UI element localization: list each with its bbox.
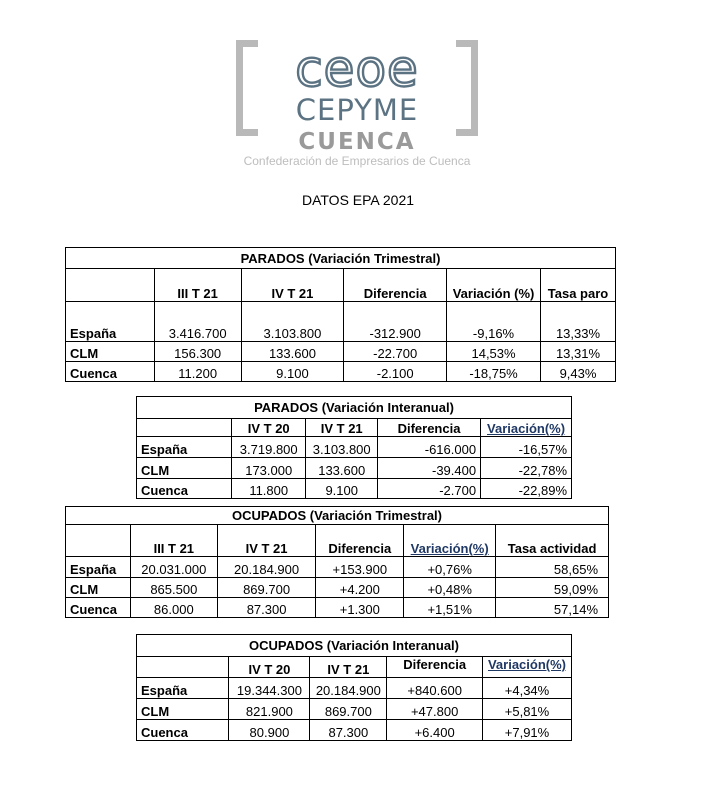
- row-label: Cuenca: [66, 362, 155, 382]
- table-cell: 13,31%: [541, 342, 616, 362]
- parados-trimestral-table: [65, 247, 616, 382]
- table-cell: -39.400: [377, 458, 480, 479]
- variacion-header-text: Variación(%): [410, 541, 489, 556]
- table-row: [137, 458, 572, 479]
- header-empty-cell: [137, 419, 232, 437]
- table-cell: 20.184.900: [217, 557, 316, 578]
- table-cell: +5,81%: [482, 699, 571, 720]
- table-cell: 3.103.800: [241, 302, 344, 342]
- table-cell: +0,48%: [404, 578, 496, 598]
- table-row: [137, 678, 572, 699]
- header-empty-cell: [137, 657, 229, 678]
- table-cell: 19.344.300: [229, 678, 310, 699]
- column-header: [482, 657, 571, 678]
- column-header: Diferencia: [387, 657, 483, 678]
- table-cell: -16,57%: [481, 437, 572, 458]
- row-label: España: [66, 557, 131, 578]
- table-cell: 11.800: [231, 479, 306, 499]
- column-header: Diferencia: [344, 269, 447, 302]
- ocupados-trimestral-table: [65, 506, 609, 618]
- table-caption: PARADOS (Variación Trimestral): [66, 248, 616, 269]
- column-header: Diferencia: [316, 525, 404, 557]
- table-cell: 133.600: [241, 342, 344, 362]
- table-cell: +153.900: [316, 557, 404, 578]
- header-empty-cell: [66, 269, 155, 302]
- table-row: [66, 557, 609, 578]
- table-cell: -22,78%: [481, 458, 572, 479]
- column-header: [481, 419, 572, 437]
- table-cell: 58,65%: [496, 557, 609, 578]
- table-cell: -9,16%: [447, 302, 541, 342]
- table-cell: 869.700: [217, 578, 316, 598]
- table-cell: 87.300: [310, 720, 387, 741]
- table-row: [66, 598, 609, 618]
- parados-interanual-table: [136, 396, 572, 499]
- ocupados-interanual-table: [136, 634, 572, 741]
- header-empty-cell: [66, 525, 131, 557]
- table-caption: PARADOS (Variación Interanual): [137, 397, 572, 419]
- column-header: Diferencia: [377, 419, 480, 437]
- table-cell: 11.200: [154, 362, 241, 382]
- table-row: [137, 437, 572, 458]
- table-cell: 59,09%: [496, 578, 609, 598]
- table-row: [66, 362, 616, 382]
- column-header: Tasa actividad: [496, 525, 609, 557]
- table-cell: 14,53%: [447, 342, 541, 362]
- column-header: IV T 21: [241, 269, 344, 302]
- table-cell: -616.000: [377, 437, 480, 458]
- table-cell: 133.600: [306, 458, 377, 479]
- table-row: [137, 699, 572, 720]
- table-cell: +4.200: [316, 578, 404, 598]
- document-title: DATOS EPA 2021: [301, 192, 415, 208]
- table-row: [66, 342, 616, 362]
- table-cell: 821.900: [229, 699, 310, 720]
- table-cell: +6.400: [387, 720, 483, 741]
- column-header: [404, 525, 496, 557]
- row-label: Cuenca: [137, 479, 232, 499]
- column-header: III T 21: [154, 269, 241, 302]
- table-cell: 86.000: [130, 598, 217, 618]
- table-cell: 80.900: [229, 720, 310, 741]
- table-row: [66, 578, 609, 598]
- table-cell: 9.100: [306, 479, 377, 499]
- logo-tagline: Confederación de Empresarios de Cuenca: [243, 154, 471, 168]
- row-label: España: [66, 302, 155, 342]
- column-header: III T 21: [130, 525, 217, 557]
- column-header: IV T 20: [229, 657, 310, 678]
- table-cell: +47.800: [387, 699, 483, 720]
- table-cell: 20.031.000: [130, 557, 217, 578]
- table-cell: +4,34%: [482, 678, 571, 699]
- column-header: IV T 20: [231, 419, 306, 437]
- table-cell: +1,51%: [404, 598, 496, 618]
- logo-ceoe-text: ceoe: [295, 40, 419, 98]
- column-header: IV T 21: [310, 657, 387, 678]
- table-cell: 173.000: [231, 458, 306, 479]
- table-row: [66, 302, 616, 342]
- table-cell: -22.700: [344, 342, 447, 362]
- table-caption: OCUPADOS (Variación Trimestral): [66, 507, 609, 525]
- row-label: CLM: [137, 699, 229, 720]
- row-label: España: [137, 437, 232, 458]
- column-header: IV T 21: [217, 525, 316, 557]
- table-cell: 3.719.800: [231, 437, 306, 458]
- column-header: Variación (%): [447, 269, 541, 302]
- logo-cepyme-text: CEPYME: [295, 93, 419, 127]
- table-cell: -2.100: [344, 362, 447, 382]
- row-label: España: [137, 678, 229, 699]
- table-cell: +1.300: [316, 598, 404, 618]
- table-cell: 57,14%: [496, 598, 609, 618]
- table-cell: -18,75%: [447, 362, 541, 382]
- variacion-header-text: Variación(%): [487, 657, 566, 672]
- table-cell: +0,76%: [404, 557, 496, 578]
- table-cell: 9.100: [241, 362, 344, 382]
- variacion-header-text: Variación(%): [487, 421, 566, 436]
- column-header: Tasa paro: [541, 269, 616, 302]
- table-cell: -312.900: [344, 302, 447, 342]
- row-label: Cuenca: [66, 598, 131, 618]
- row-label: Cuenca: [137, 720, 229, 741]
- table-cell: +7,91%: [482, 720, 571, 741]
- table-cell: 87.300: [217, 598, 316, 618]
- table-cell: 3.416.700: [154, 302, 241, 342]
- table-cell: 869.700: [310, 699, 387, 720]
- table-cell: 9,43%: [541, 362, 616, 382]
- table-row: [137, 479, 572, 499]
- table-caption: OCUPADOS (Variación Interanual): [137, 635, 572, 657]
- row-label: CLM: [66, 578, 131, 598]
- table-cell: -22,89%: [481, 479, 572, 499]
- table-cell: +840.600: [387, 678, 483, 699]
- column-header: IV T 21: [306, 419, 377, 437]
- table-cell: 156.300: [154, 342, 241, 362]
- table-cell: 13,33%: [541, 302, 616, 342]
- table-row: [137, 720, 572, 741]
- row-label: CLM: [137, 458, 232, 479]
- table-cell: 865.500: [130, 578, 217, 598]
- ceoe-cepyme-cuenca-logo: [236, 38, 478, 170]
- table-cell: -2.700: [377, 479, 480, 499]
- table-cell: 3.103.800: [306, 437, 377, 458]
- logo-cuenca-text: CUENCA: [298, 129, 416, 155]
- row-label: CLM: [66, 342, 155, 362]
- table-cell: 20.184.900: [310, 678, 387, 699]
